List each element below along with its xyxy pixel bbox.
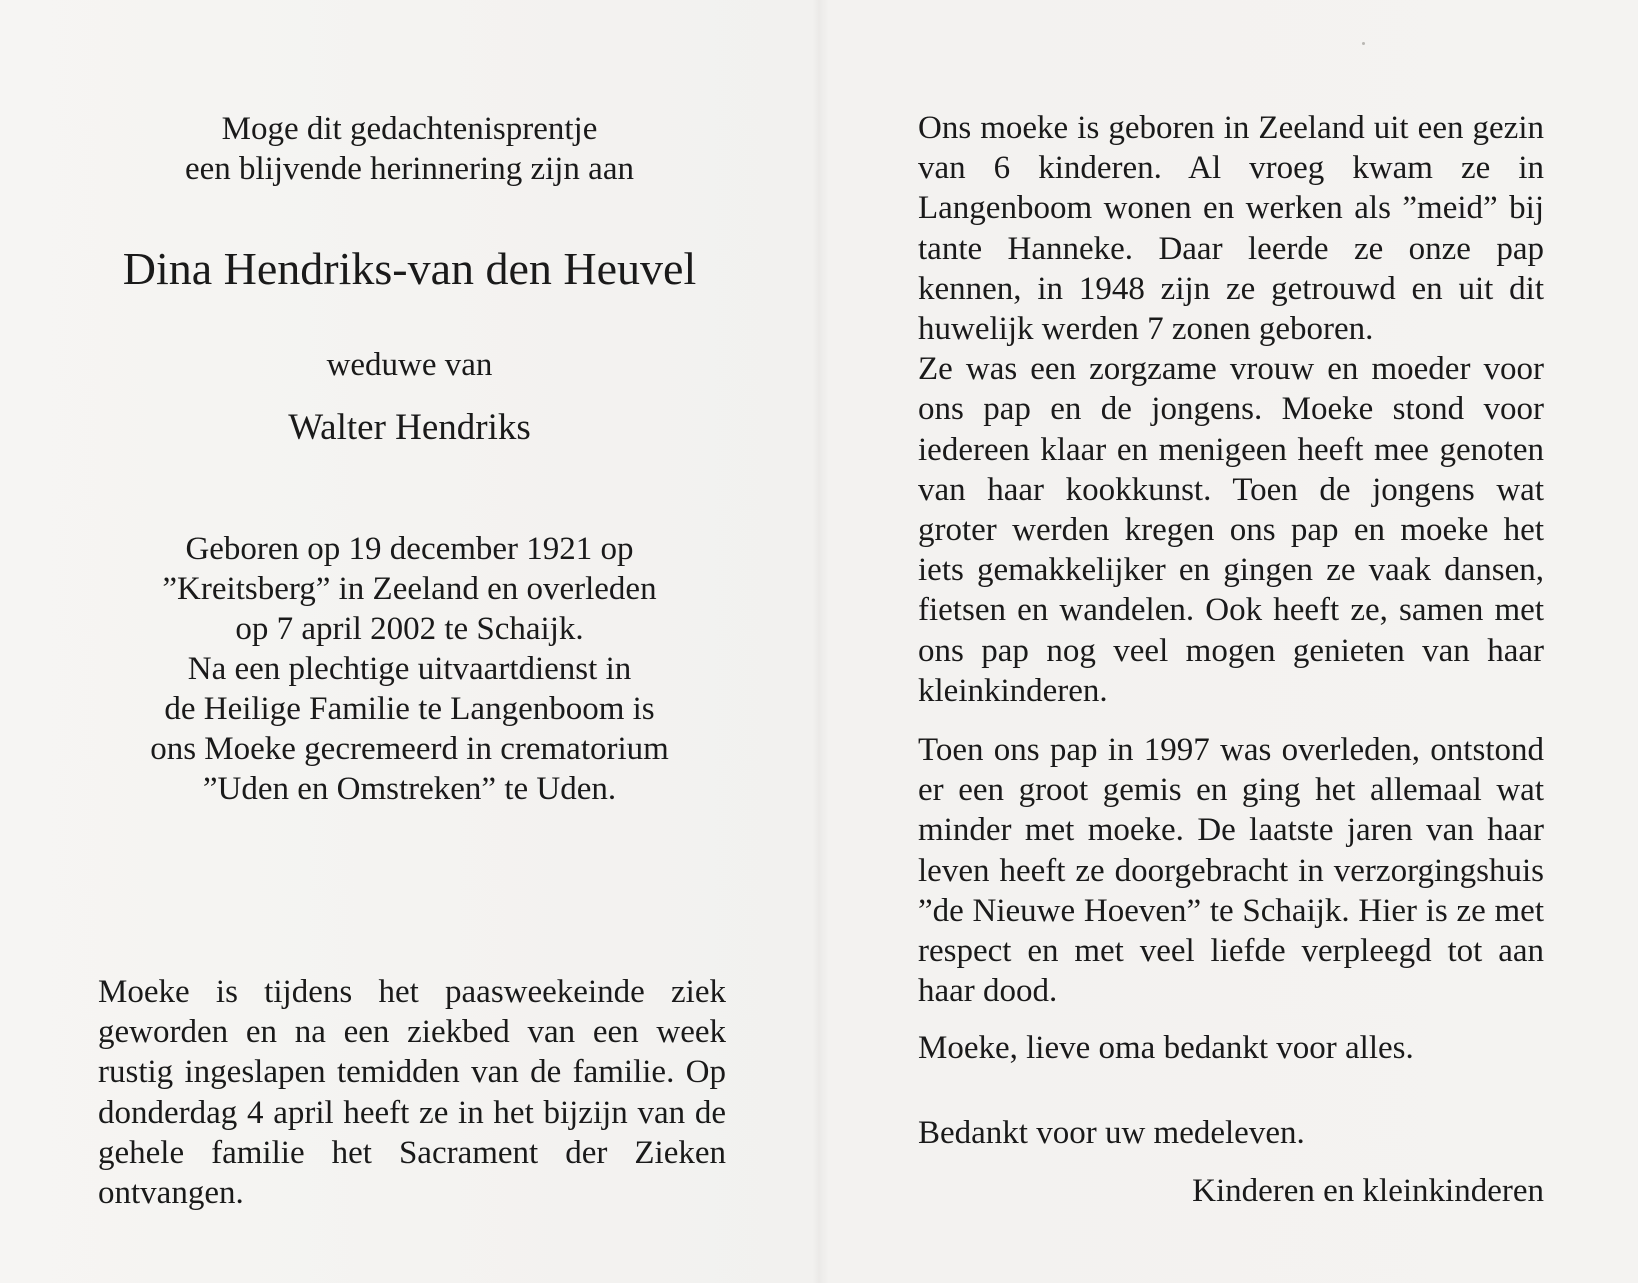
intro-line: een blijvende herinnering zijn aan [185, 151, 634, 187]
thanks-for-sympathy: Bedankt voor uw medeleven. [918, 1115, 1305, 1151]
deceased-name: Dina Hendriks-van den Heuvel [122, 243, 697, 294]
widow-of-label: weduwe van [326, 347, 493, 383]
life-facts-line: Na een plechtige uitvaartdienst in [187, 651, 632, 687]
life-facts-line: ons Moeke gecremeerd in crematorium [150, 731, 669, 767]
intro-text [0, 109, 819, 189]
life-story-paragraph [918, 108, 1544, 711]
right-panel [819, 0, 1638, 1283]
life-facts-line: ”Kreitsberg” in Zeeland en overleden [162, 571, 657, 607]
paper-speck [1362, 42, 1365, 45]
life-facts-line: op 7 april 2002 te Schaijk. [235, 611, 584, 647]
life-story-part: Ze was een zorgzame vrouw en moeder voor ons pap en de jongens. Moeke stond voor iedereen klaar en menigeen heeft mee genoten van haar kookkunst. Toen de jongens wat groter werden kregen ons pap en moeke het iets gemakkelijker en gingen ze vaak dansen, fietsen en wandelen. Ook heeft ze, samen met ons pap nog veel mogen genieten van haar kleinkinderen. [918, 351, 1544, 709]
life-facts [0, 529, 819, 809]
later-years-paragraph: Toen ons pap in 1997 was overleden, ontstond er een groot gemis en ging het allemaal wat minder met moeke. De laatste jaren van haar leven heeft ze doorgebracht in verzorgingshuis ”de Nieuwe Hoeven” te Schaijk. Hier is ze met respect en met veel liefde verpleegd tot aan haar dood. [918, 732, 1544, 1010]
intro-line: Moge dit gedachtenisprentje [221, 111, 598, 147]
signature: Kinderen en kleinkinderen [1192, 1173, 1544, 1209]
spouse-name: Walter Hendriks [288, 407, 531, 448]
thanks-for-everything: Moeke, lieve oma bedankt voor alles. [918, 1030, 1414, 1066]
illness-paragraph: Moeke is tijdens het paasweekeinde ziek geworden en na een ziekbed van een week rustig ingeslapen temidden van de familie. Op donderdag 4 april heeft ze in het bijzijn van de gehele familie het Sacrament der Zieken ontvangen. [98, 974, 726, 1212]
life-facts-line: ”Uden en Omstreken” te Uden. [202, 771, 617, 807]
life-facts-line: de Heilige Familie te Langenboom is [164, 691, 655, 727]
life-facts-line: Geboren op 19 december 1921 op [185, 531, 634, 567]
life-story-part: Ons moeke is geboren in Zeeland uit een gezin van 6 kinderen. Al vroeg kwam ze in Langenboom wonen en werken als ”meid” bij tante Hanneke. Daar leerde ze onze pap kennen, in 1948 zijn ze getrouwd en uit dit huwelijk werden 7 zonen geboren. [918, 110, 1544, 348]
